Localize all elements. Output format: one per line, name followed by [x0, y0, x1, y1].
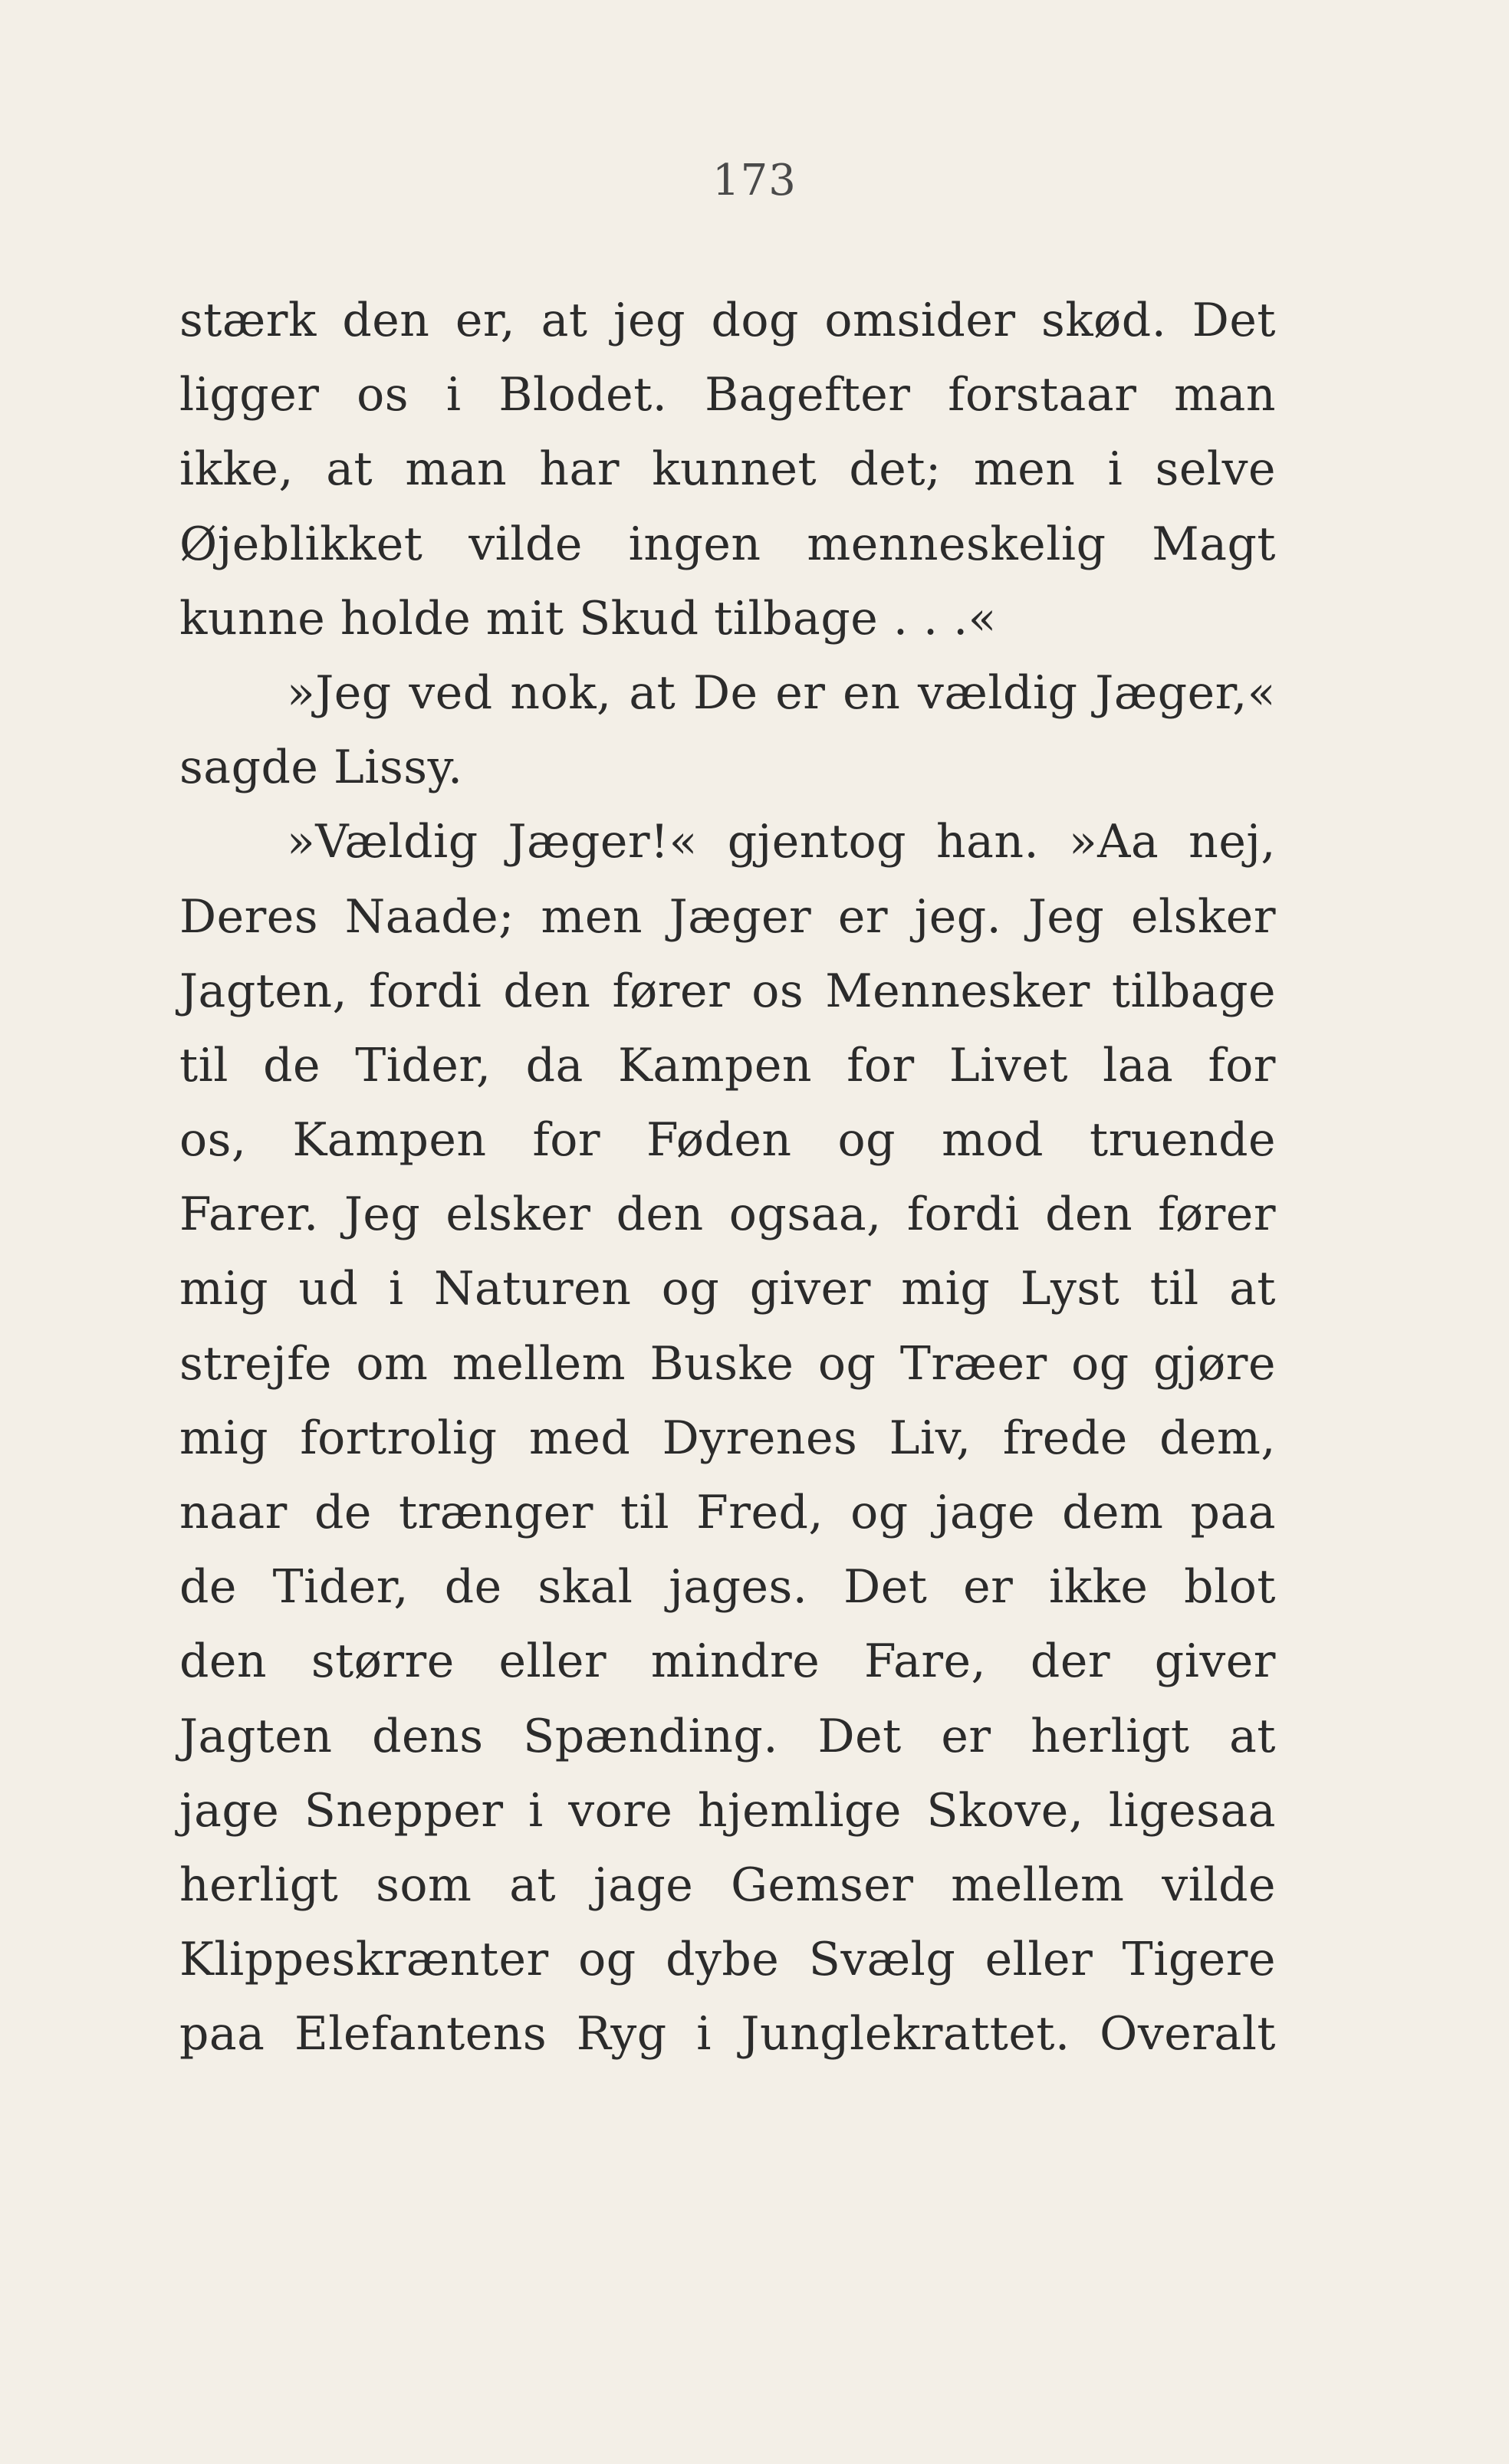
text-line: stærk den er, at jeg dog omsider skød. Det: [179, 294, 1276, 347]
text-line: ikke, at man har kunnet det; men i selve: [179, 442, 1276, 497]
text-line: mig fortrolig med Dyrenes Liv, frede dem,: [179, 1411, 1276, 1465]
text-line: Klippeskrænter og dybe Svælg eller Tigere: [179, 1933, 1276, 1987]
text-line: ligger os i Blodet. Bagefter forstaar man: [179, 368, 1276, 422]
text-line: de Tider, de skal jages. Det er ikke blot: [179, 1560, 1276, 1615]
text-line: »Vældig Jæger!« gjentog han. »Aa nej,: [287, 815, 1276, 869]
text-line: naar de trænger til Fred, og jage dem paa: [179, 1486, 1276, 1539]
text-line: mig ud i Naturen og giver mig Lyst til at: [179, 1262, 1276, 1316]
text-line: Jagten, fordi den fører os Mennesker tilbage: [179, 964, 1276, 1018]
text-line: Farer. Jeg elsker den ogsaa, fordi den fører: [179, 1188, 1276, 1242]
text-line: til de Tider, da Kampen for Livet laa for: [179, 1038, 1276, 1092]
text-line: den større eller mindre Fare, der giver: [179, 1634, 1276, 1689]
body-text: [179, 284, 1276, 2072]
text-line: herligt som at jage Gemser mellem vilde: [179, 1858, 1276, 1912]
text-line: strejfe om mellem Buske og Træer og gjøre: [179, 1336, 1276, 1391]
text-line: kunne holde mit Skud tilbage . . .«: [179, 591, 997, 646]
text-line: Øjeblikket vilde ingen menneskelig Magt: [179, 517, 1276, 571]
text-line: »Jeg ved nok, at De er en vældig Jæger,«: [287, 665, 1276, 720]
page-number: 173: [712, 156, 797, 205]
text-line: paa Elefantens Ryg i Junglekrattet. Overalt: [179, 2007, 1276, 2062]
text-line: sagde Lissy.: [179, 741, 463, 795]
text-line: os, Kampen for Føden og mod truende: [179, 1113, 1276, 1168]
text-line: jage Snepper i vore hjemlige Skove, ligesaa: [179, 1783, 1276, 1838]
text-line: Jagten dens Spænding. Det er herligt at: [179, 1709, 1276, 1763]
text-line: Deres Naade; men Jæger er jeg. Jeg elsker: [179, 889, 1276, 944]
